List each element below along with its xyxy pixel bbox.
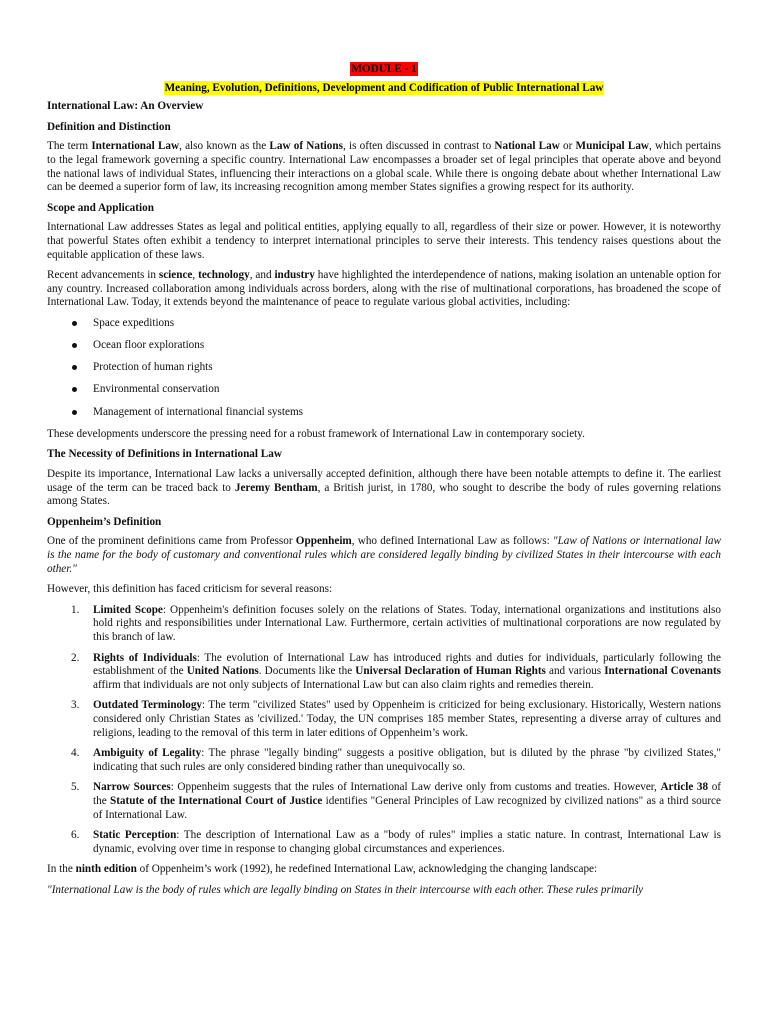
- scope-paragraph-2: [47, 269, 721, 310]
- text-run: : The evolution of International Law has introduced rights and duties for individuals, particularly following the establishment of the: [93, 651, 721, 678]
- text-run: , which pertains to the legal framework governing a specific country. International Law encompasses a broader set of legal principles that operate above and beyond the national laws of individual States, influencing their interactions on a global scale. While there is ongoing debate about whether International Law can be deemed a superior form of law, its increasing recognition among member States signifies a growing respect for its authority.: [47, 140, 721, 194]
- list-number: 1.: [71, 603, 80, 616]
- criticism-label: Rights of Individuals: [93, 651, 197, 664]
- text-run: . Documents like the: [258, 665, 356, 678]
- list-item-text: Management of international financial systems: [93, 405, 304, 418]
- term-technology: technology: [198, 269, 250, 282]
- definition-heading: Definition and Distinction: [47, 120, 171, 133]
- scope-paragraph-1: International Law addresses States as legal and political entities, applying equally to all, regardless of their size or power. However, it is noteworthy that powerful States often exhibit a tendency to interpret international principles to serve their interests. This tendency raises questions about the equitable application of these laws.: [47, 221, 721, 261]
- document-title-row: [47, 81, 721, 96]
- text-run: One of the prominent definitions came from Professor: [47, 535, 296, 548]
- criticism-intro: However, this definition has faced criticism for several reasons:: [47, 583, 333, 596]
- list-item: [47, 317, 721, 339]
- module-label-row: [47, 62, 721, 77]
- bullet-icon: [72, 410, 77, 415]
- text-run: Despite its importance, International Law lacks a universally accepted definition, although there have been notable attempts to define it. The earliest usage of the term can be traced back to: [47, 468, 721, 494]
- list-item: [47, 829, 721, 856]
- term-municipal-law: Municipal Law: [575, 140, 649, 153]
- term-udhr: Universal Declaration of Human Rights: [355, 665, 546, 678]
- text-run: , who defined International Law as follows:: [351, 535, 553, 548]
- document-body: [47, 62, 721, 904]
- text-run: , a British jurist, in 1780, who sought to describe the body of rules governing relations among States.: [47, 481, 721, 508]
- term-industry: industry: [274, 269, 315, 282]
- text-run: of the: [93, 781, 722, 807]
- list-number: 4.: [71, 747, 80, 760]
- scope-paragraph-3: These developments underscore the pressing need for a robust framework of International Law in contemporary society.: [47, 427, 585, 440]
- term-ninth-edition: ninth edition: [75, 863, 137, 876]
- redefinition-quote: "International Law is the body of rules which are legally binding on States in their intercourse with each other. These rules primarily: [47, 883, 644, 896]
- criticism-label: Narrow Sources: [93, 781, 171, 794]
- scope-heading: Scope and Application: [47, 201, 154, 214]
- necessity-heading: The Necessity of Definitions in International Law: [47, 448, 282, 461]
- text-run: , also known as the: [179, 140, 270, 153]
- list-number: 3.: [71, 699, 80, 712]
- text-run: : The phrase "legally binding" suggests a positive obligation, but is diluted by the phrase "by civilized States," indicating that such rules are only considered binding rather than unequivocally so.: [93, 747, 721, 773]
- term-international-law: International Law: [91, 140, 180, 153]
- list-item: [47, 339, 721, 361]
- oppenheim-heading: Oppenheim’s Definition: [47, 515, 162, 528]
- list-item: [47, 361, 721, 383]
- term-national-law: National Law: [494, 140, 560, 153]
- term-law-of-nations: Law of Nations: [269, 140, 343, 153]
- list-item: [47, 652, 721, 693]
- text-run: : The description of International Law as a "body of rules" implies a static nature. In contrast, International Law is dynamic, evolving over time in response to changing global circumstances and experiences.: [93, 829, 721, 855]
- list-item: [47, 747, 721, 774]
- term-international-covenants: International Covenants: [604, 665, 722, 678]
- activities-bullet-list: [47, 317, 721, 428]
- criticism-label: Limited Scope: [93, 603, 163, 616]
- list-number: 5.: [71, 781, 80, 794]
- term-united-nations: United Nations: [186, 665, 259, 678]
- list-item: [47, 781, 721, 822]
- text-run: affirm that individuals are not only subjects of International Law but can also claim rights and remedies therein.: [93, 678, 594, 691]
- bullet-icon: [72, 343, 77, 348]
- term-article-38: Article 38: [660, 781, 709, 794]
- term-science: science: [158, 269, 193, 282]
- text-run: or: [559, 140, 576, 153]
- definition-paragraph: [47, 140, 721, 194]
- text-run: ,: [192, 269, 199, 282]
- bullet-icon: [72, 321, 77, 326]
- name-jeremy-bentham: Jeremy Bentham: [234, 481, 318, 494]
- text-run: : Oppenheim suggests that the rules of International Law derive only from customs and treaties. However,: [170, 781, 661, 794]
- text-run: Recent advancements in: [47, 269, 159, 282]
- overview-heading: International Law: An Overview: [47, 100, 204, 113]
- necessity-paragraph: [47, 468, 721, 509]
- text-run: : Oppenheim's definition focuses solely on the relations of States. Today, international organizations and institutions also hold rights and responsibilities under International Law. Furthermore, certain activities of multinational corporations are now regulated by this branch of law.: [93, 603, 721, 643]
- module-label: MODULE - 1: [351, 63, 417, 75]
- text-run: of Oppenheim’s work (1992), he redefined International Law, acknowledging the changing landscape:: [136, 863, 598, 876]
- criticism-numbered-list: [47, 604, 721, 857]
- criticism-label: Static Perception: [93, 829, 177, 842]
- text-run: The term: [47, 140, 92, 153]
- list-item-text: Environmental conservation: [93, 383, 220, 396]
- list-item: [47, 383, 721, 405]
- list-item: [47, 699, 721, 740]
- list-number: 6.: [71, 829, 80, 842]
- criticism-label: Outdated Terminology: [93, 699, 203, 712]
- criticism-label: Ambiguity of Legality: [93, 747, 202, 760]
- text-run: : The term "civilized States" used by Oppenheim is criticized for being exclusionary. Historically, Western nations considered only Christian States as 'civilized.' Today, the UN comprises 185 member States, representing a diverse array of cultures and religions, leading to the removal of this term in later editions of Oppenheim’s work.: [93, 699, 721, 739]
- bullet-icon: [72, 387, 77, 392]
- oppenheim-quote: "Law of Nations or international law is the name for the body of customary and conventional rules which are considered legally binding by civilized States in their intercourse with each other.": [47, 535, 721, 575]
- text-run: , and: [249, 269, 275, 282]
- bullet-icon: [72, 365, 77, 370]
- text-run: have highlighted the interdependence of nations, making isolation an untenable option for any country. Increased collaboration among individuals across borders, along with the rise of multinational corporations, has broadened the scope of International Law. Today, it extends beyond the maintenance of peace to regulate various global activities, including:: [47, 269, 721, 309]
- text-run: In the: [47, 863, 76, 876]
- term-icj-statute: Statute of the International Court of Justice: [109, 794, 323, 807]
- ninth-edition-paragraph: [47, 863, 721, 877]
- list-item-text: Space expeditions: [93, 316, 175, 329]
- list-item: [47, 604, 721, 645]
- list-number: 2.: [71, 651, 80, 664]
- document-title: Meaning, Evolution, Definitions, Development and Codification of Public International Law: [164, 81, 604, 94]
- oppenheim-paragraph: [47, 535, 721, 576]
- text-run: identifies "General Principles of Law recognized by civilized nations" as a third source of International Law.: [93, 794, 721, 821]
- text-run: and various: [545, 665, 605, 678]
- list-item-text: Ocean floor explorations: [93, 339, 205, 352]
- name-oppenheim: Oppenheim: [295, 535, 352, 548]
- list-item-text: Protection of human rights: [93, 361, 213, 374]
- text-run: , is often discussed in contrast to: [342, 140, 495, 153]
- list-item: [47, 406, 721, 428]
